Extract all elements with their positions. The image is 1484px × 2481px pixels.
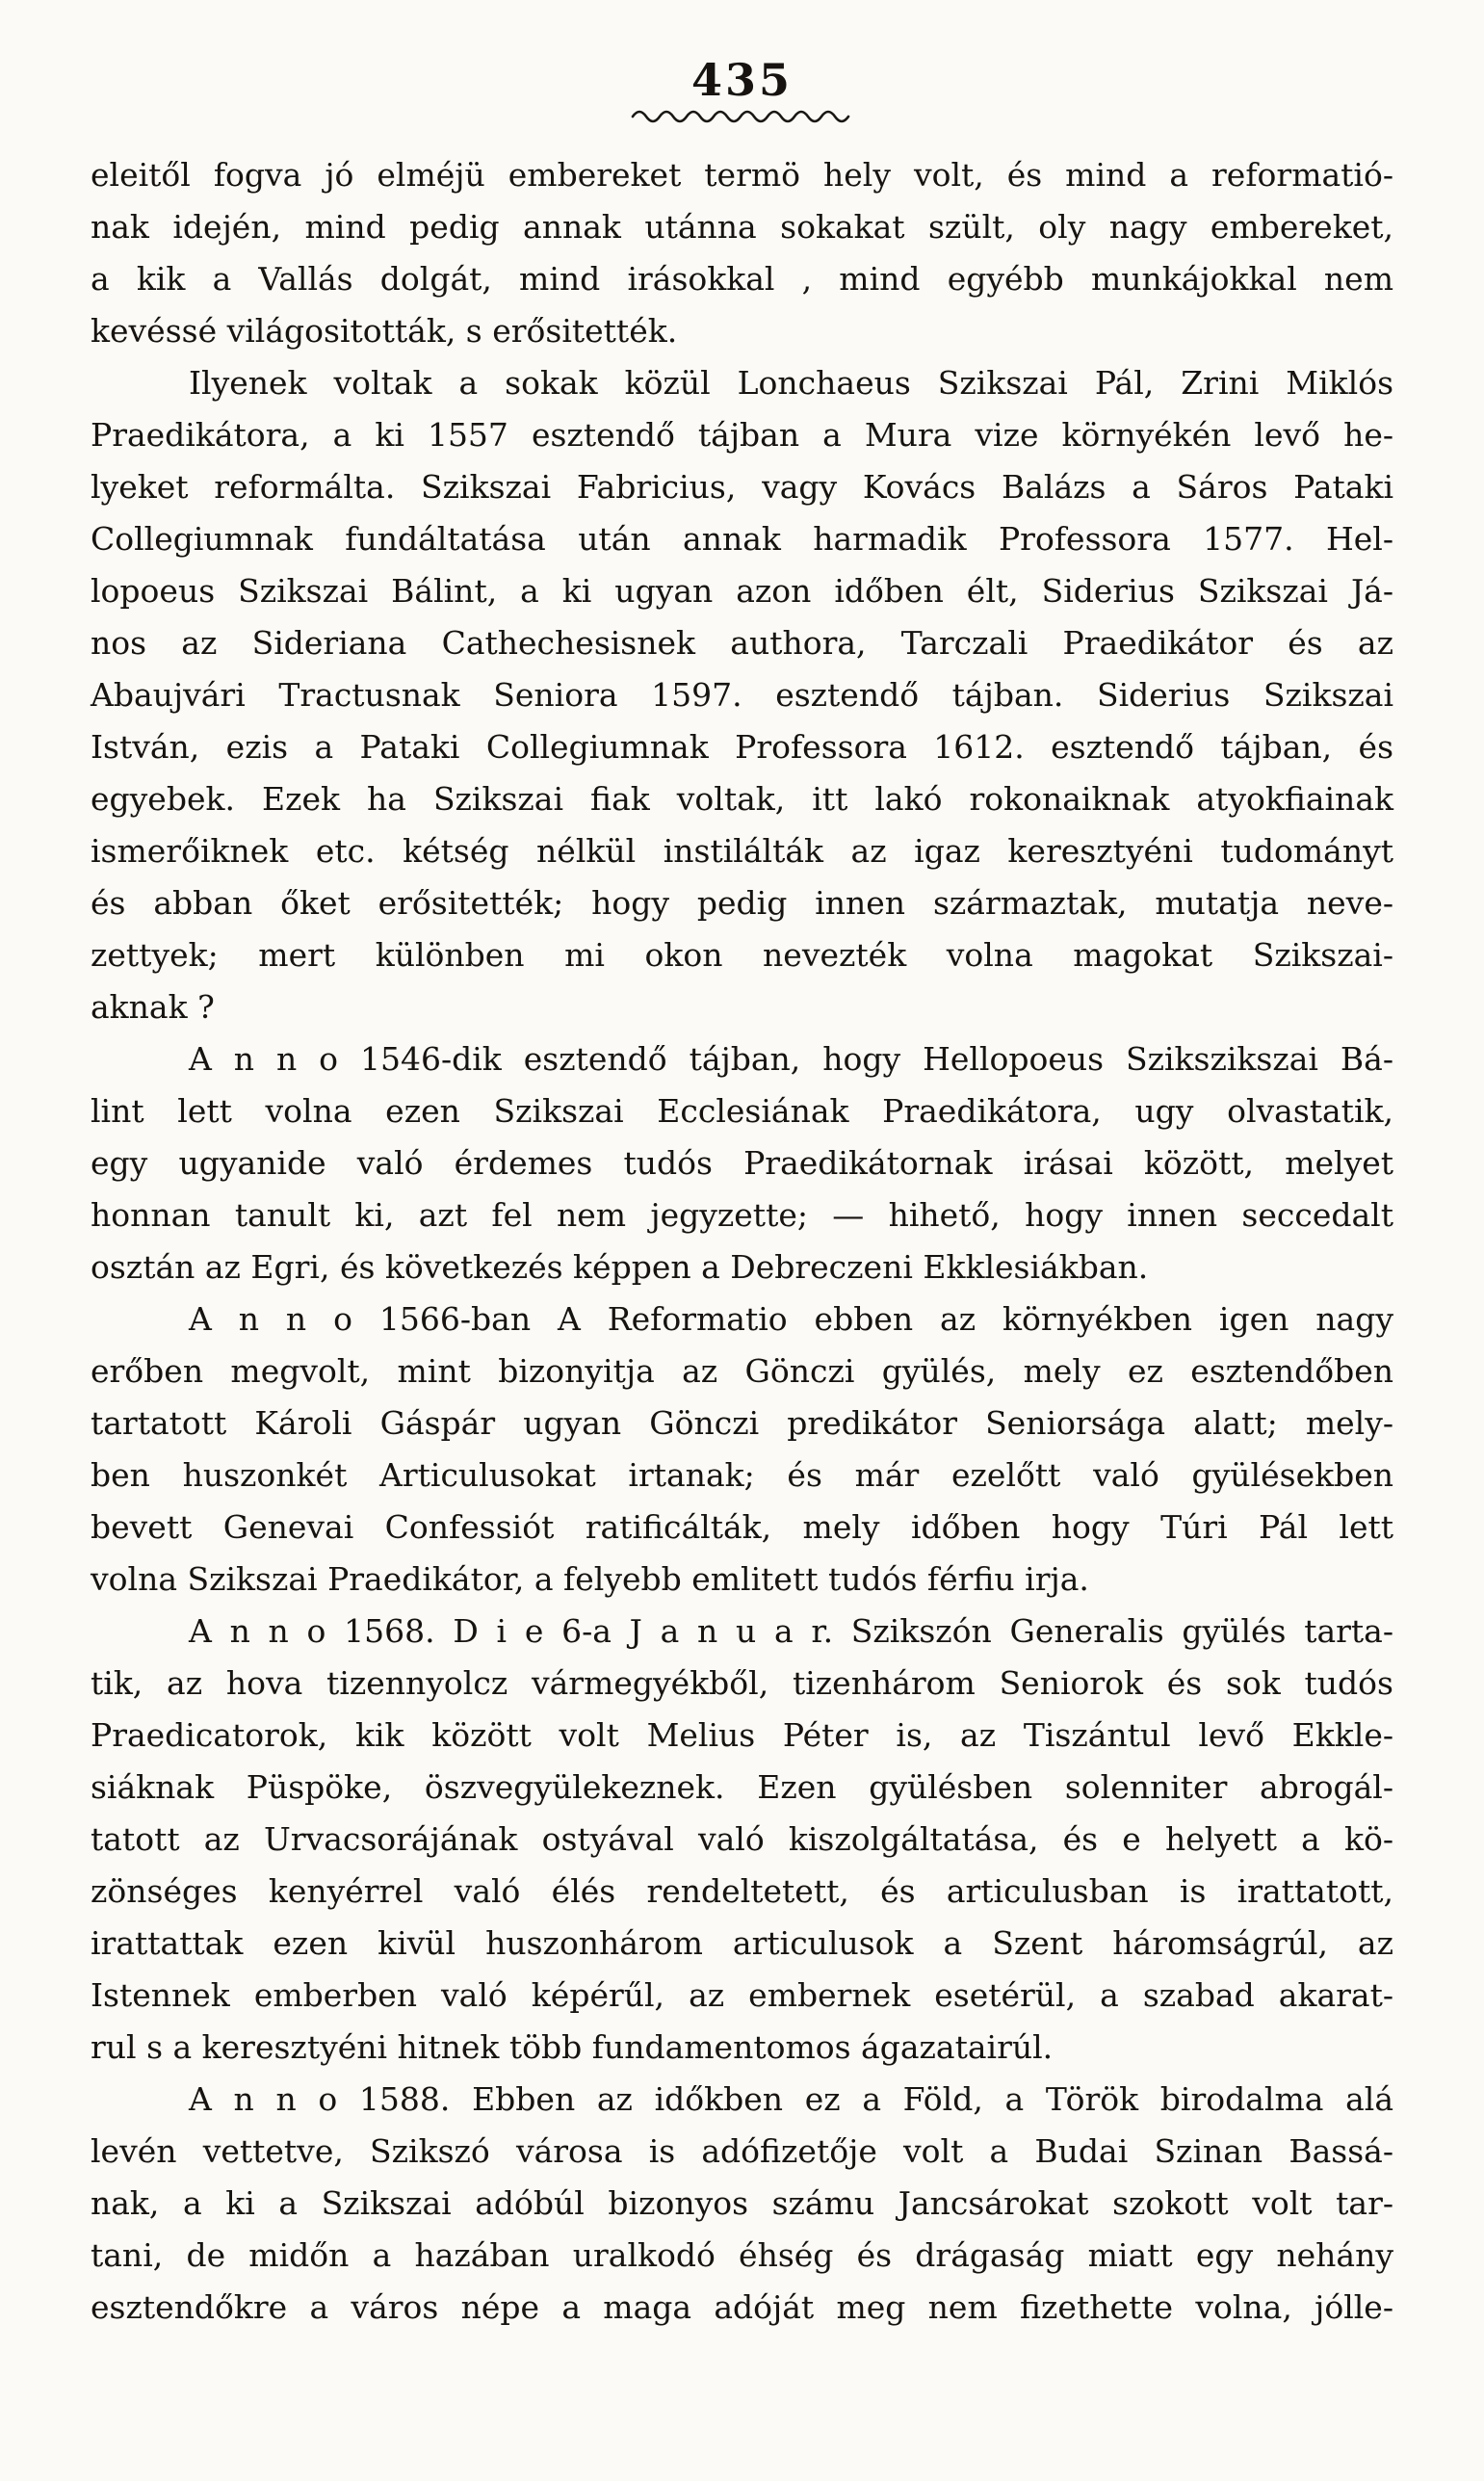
- text-line: és abban őket erősitették; hogy pedig innen származtak, mutatja neve-: [91, 883, 1393, 922]
- text-line: egyebek. Ezek ha Szikszai fiak voltak, itt lakó rokonaiknak atyokfiainak: [91, 779, 1393, 818]
- text-line: lopoeus Szikszai Bálint, a ki ugyan azon időben élt, Siderius Szikszai Já-: [91, 571, 1393, 610]
- text-line: osztán az Egri, és következés képpen a Debreczeni Ekklesiákban.: [91, 1247, 1149, 1286]
- text-line: honnan tanult ki, azt fel nem jegyzette; — hihető, hogy innen seccedalt: [91, 1195, 1393, 1234]
- text-line: egy ugyanide való érdemes tudós Praedikátornak irásai között, melyet: [91, 1143, 1393, 1182]
- text-line: tatott az Urvacsorájának ostyával való kiszolgáltatása, és e helyett a kö-: [91, 1819, 1393, 1858]
- page-number: 435: [690, 54, 794, 106]
- text-line: zönséges kenyérrel való élés rendeltetett, és articulusban is irattatott,: [91, 1871, 1393, 1910]
- text-line: Collegiumnak fundáltatása után annak harmadik Professora 1577. Hel-: [91, 519, 1393, 558]
- text-line: A n n o 1568. D i e 6-a J a n u a r. Szikszón Generalis gyülés tarta-: [189, 1611, 1393, 1650]
- text-line: eleitől fogva jó elméjü embereket termö hely volt, és mind a reformatió-: [91, 155, 1393, 194]
- text-line: esztendőkre a város népe a maga adóját meg nem fizethette volna, jólle-: [91, 2287, 1393, 2326]
- page-header: [91, 56, 1393, 124]
- text-line: István, ezis a Pataki Collegiumnak Professora 1612. esztendő tájban, és: [91, 727, 1393, 766]
- text-line: ismerőiknek etc. kétség nélkül instilálták az igaz keresztyéni tudományt: [91, 831, 1393, 870]
- text-line: A n n o 1566-ban A Reformatio ebben az környékben igen nagy: [189, 1299, 1393, 1338]
- text-line: nak, a ki a Szikszai adóbúl bizonyos számu Jancsárokat szokott volt tar-: [91, 2183, 1393, 2222]
- text-line: tani, de midőn a hazában uralkodó éhség és drágaság miatt egy nehány: [91, 2235, 1393, 2274]
- text-line: rul s a keresztyéni hitnek több fundamentomos ágazatairúl.: [91, 2027, 1054, 2066]
- text-line: aknak ?: [91, 987, 215, 1026]
- text-block: [91, 149, 1393, 2334]
- text-line: Ilyenek voltak a sokak közül Lonchaeus Szikszai Pál, Zrini Miklós: [189, 363, 1393, 402]
- text-line: Praedikátora, a ki 1557 esztendő tájban a Mura vize környékén levő he-: [91, 415, 1393, 454]
- text-line: Istennek emberben való képérűl, az embernek esetérül, a szabad akarat-: [91, 1975, 1393, 2014]
- text-line: A n n o 1546-dik esztendő tájban, hogy Hellopoeus Szikszikszai Bá-: [189, 1039, 1393, 1078]
- text-line: Abaujvári Tractusnak Seniora 1597. esztendő tájban. Siderius Szikszai: [91, 675, 1393, 714]
- text-line: a kik a Vallás dolgát, mind irásokkal , mind egyébb munkájokkal nem: [91, 259, 1393, 298]
- text-line: irattattak ezen kivül huszonhárom articulusok a Szent háromságrúl, az: [91, 1923, 1393, 1962]
- text-line: erőben megvolt, mint bizonyitja az Gönczi gyülés, mely ez esztendőben: [91, 1351, 1393, 1390]
- text-line: Praedicatorok, kik között volt Melius Péter is, az Tiszántul levő Ekkle-: [91, 1715, 1393, 1754]
- text-line: zettyek; mert különben mi okon nevezték volna magokat Szikszai-: [91, 935, 1393, 974]
- text-line: bevett Genevai Confessiót ratificálták, mely időben hogy Túri Pál lett: [91, 1507, 1393, 1546]
- text-line: A n n o 1588. Ebben az időkben ez a Föld, a Török birodalma alá: [189, 2079, 1393, 2118]
- text-line: tartatott Károli Gáspár ugyan Gönczi predikátor Seniorsága alatt; mely-: [91, 1403, 1393, 1442]
- text-line: nos az Sideriana Cathechesisnek authora, Tarczali Praedikátor és az: [91, 623, 1393, 662]
- text-line: tik, az hova tizennyolcz vármegyékből, tizenhárom Seniorok és sok tudós: [91, 1663, 1393, 1702]
- text-line: ben huszonkét Articulusokat irtanak; és már ezelőtt való gyülésekben: [91, 1455, 1393, 1494]
- text-line: lint lett volna ezen Szikszai Ecclesiának Praedikátora, ugy olvastatik,: [91, 1091, 1393, 1130]
- text-line: levén vettetve, Szikszó városa is adófizetője volt a Budai Szinan Bassá-: [91, 2131, 1393, 2170]
- squiggle-divider-icon: [631, 105, 854, 124]
- text-line: siáknak Püspöke, öszvegyülekeznek. Ezen gyülésben solenniter abrogál-: [91, 1767, 1393, 1806]
- text-line: nak idején, mind pedig annak utánna sokakat szült, oly nagy embereket,: [91, 207, 1393, 246]
- text-line: kevéssé világositották, s erősitették.: [91, 311, 678, 350]
- text-line: volna Szikszai Praedikátor, a felyebb emlitett tudós férfiu irja.: [91, 1559, 1089, 1598]
- text-line: lyeket reformálta. Szikszai Fabricius, vagy Kovács Balázs a Sáros Pataki: [91, 467, 1393, 506]
